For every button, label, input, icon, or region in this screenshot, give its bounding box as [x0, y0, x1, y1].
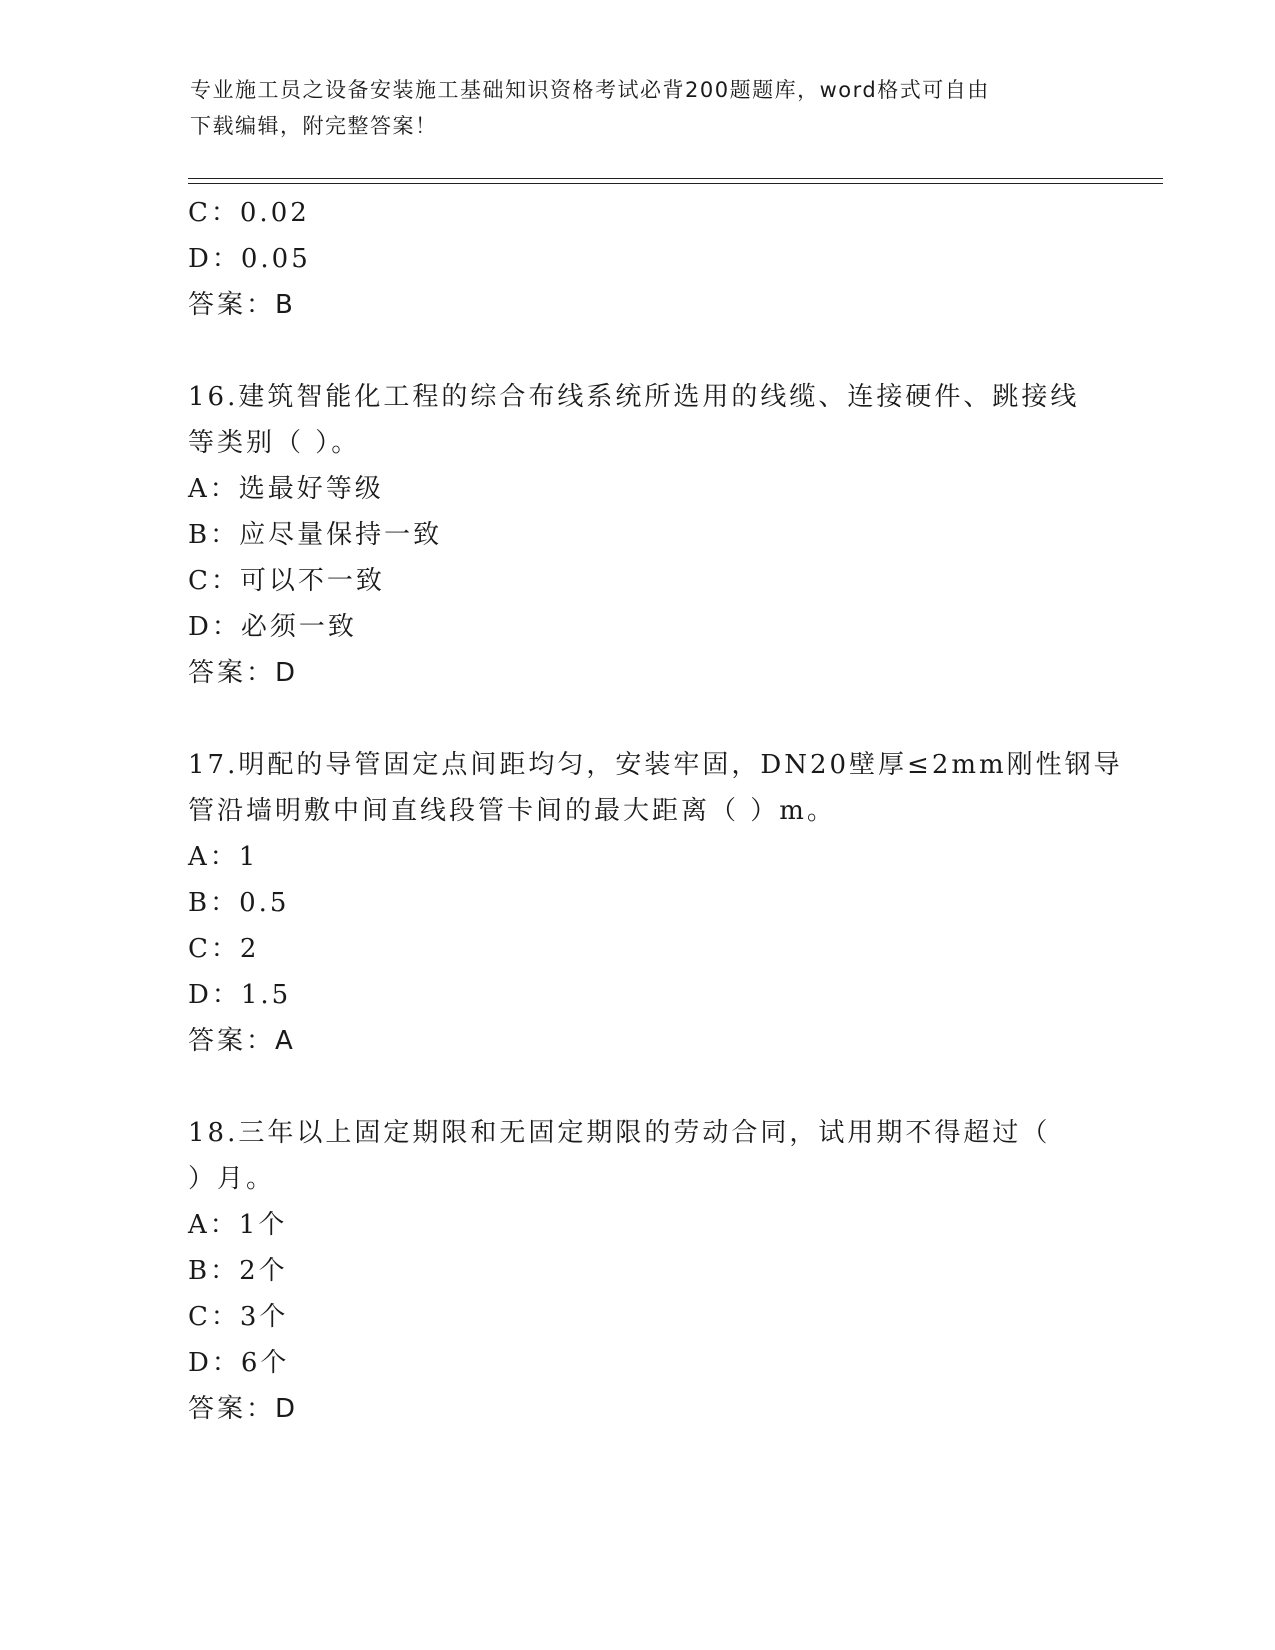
option-a: A：选最好等级	[188, 474, 384, 504]
header-line-2: 下载编辑，附完整答案！	[190, 114, 438, 138]
option-b: B：应尽量保持一致	[188, 520, 443, 550]
header-divider-top	[188, 178, 1163, 179]
question-18	[188, 1110, 1088, 1432]
question-text-line: ）月。	[188, 1164, 276, 1194]
question-content	[188, 190, 1123, 1432]
option-b: B：0.5	[188, 888, 290, 918]
option-c: C：可以不一致	[188, 566, 385, 596]
answer-line: 答案：D	[188, 658, 299, 688]
question-text-line: 16.建筑智能化工程的综合布线系统所选用的线缆、连接硬件、跳接线	[188, 382, 1080, 412]
question-16	[188, 374, 1088, 696]
option-c: C：2	[188, 934, 260, 964]
option-b: B：2个	[188, 1256, 288, 1286]
option-c: C：3个	[188, 1302, 289, 1332]
option-d: D：必须一致	[188, 612, 357, 642]
question-17	[188, 742, 1123, 1064]
option-d: D：0.05	[188, 244, 311, 274]
header-divider-bottom	[188, 183, 1163, 184]
question-text-line: 等类别（ ）。	[188, 428, 361, 458]
answer-line: 答案：D	[188, 1394, 299, 1424]
option-c: C：0.02	[188, 198, 310, 228]
option-d: D：1.5	[188, 980, 292, 1010]
question-text-line: 17.明配的导管固定点间距均匀，安装牢固，DN20壁厚≤2mm刚性钢导	[188, 750, 1123, 780]
option-a: A：1个	[188, 1210, 288, 1240]
answer-line: 答案：A	[188, 1026, 296, 1056]
option-a: A：1	[188, 842, 259, 872]
question-text-line: 18.三年以上固定期限和无固定期限的劳动合同，试用期不得超过（	[188, 1118, 1051, 1148]
header-line-1: 专业施工员之设备安装施工基础知识资格考试必背200题题库，word格式可自由	[190, 78, 990, 102]
question-text-line: 管沿墙明敷中间直线段管卡间的最大距离（ ）m。	[188, 796, 836, 826]
document-header	[190, 72, 1090, 144]
answer-line: 答案：B	[188, 290, 296, 320]
prev-question-tail	[188, 190, 1088, 328]
option-d: D：6个	[188, 1348, 290, 1378]
